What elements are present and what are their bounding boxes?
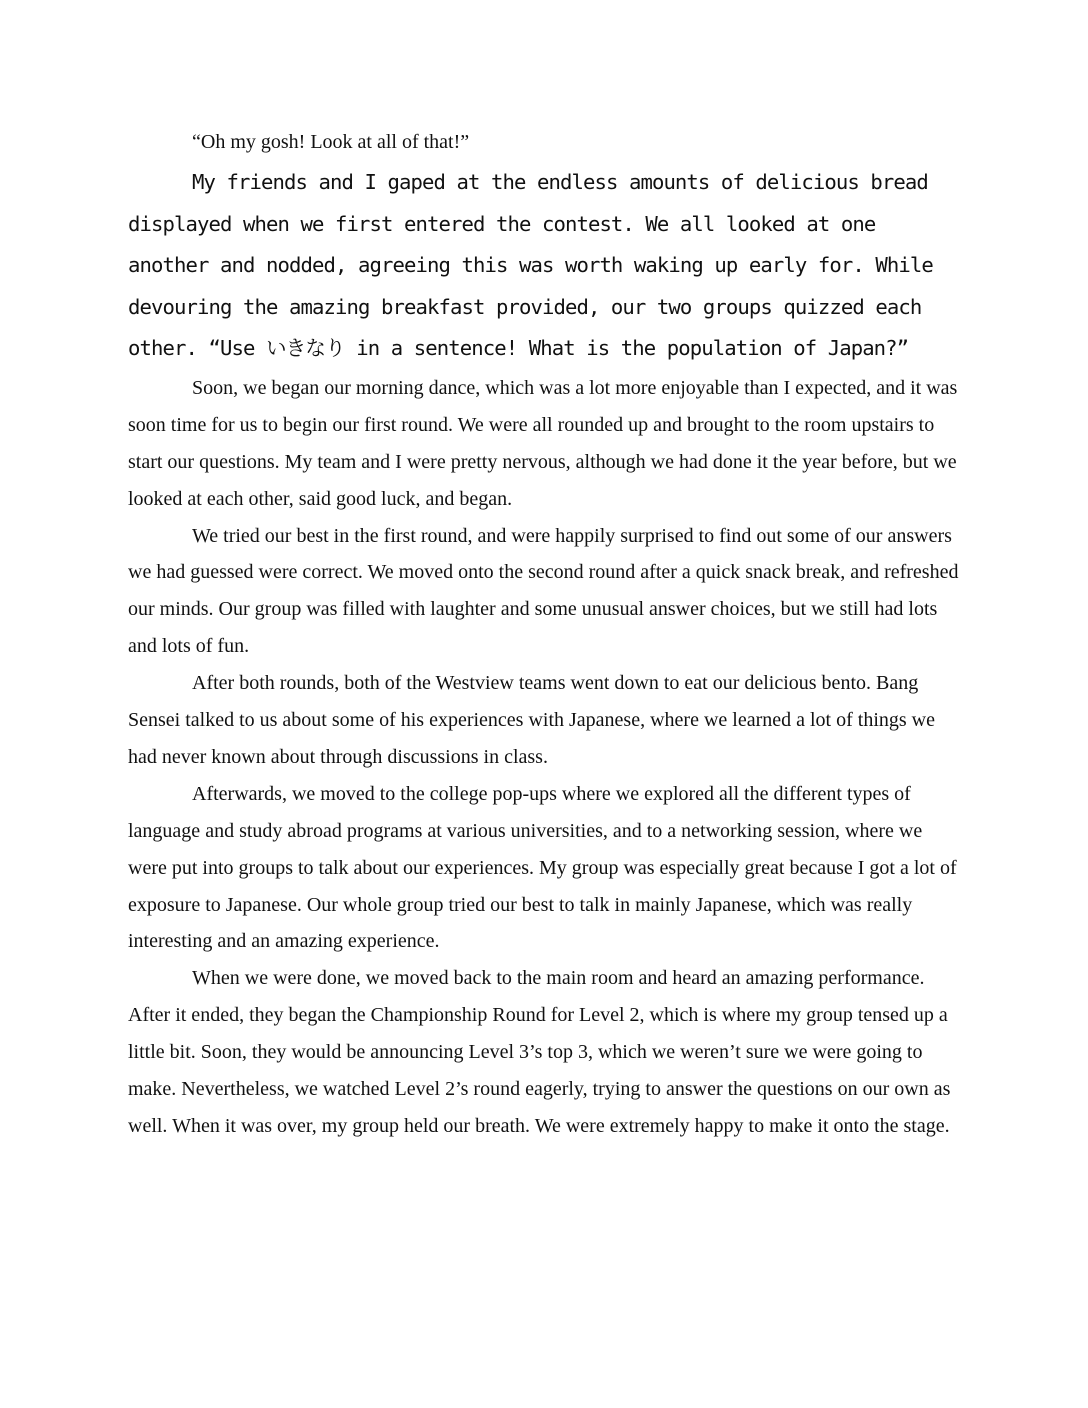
paragraph-college-popups: Afterwards, we moved to the college pop-ups where we explored all the different types of language and study abroad programs at various universities, and to a networking session, where we were put into groups to talk about our experiences. My group was especially great because I got a lot of exposure to Japanese. Our whole group tried our best to talk in mainly Japanese, which was really interesting and an amazing experience. <box>128 782 957 953</box>
paragraph-second-round: We tried our best in the first round, and were happily surprised to find out some of our answers we had guessed were correct. We moved onto the second round after a quick snack break, and refreshed our minds. Our group was filled with laughter and some unusual answer choices, but we still had lots and lots of fun. <box>128 524 959 658</box>
paragraph-opening-quote: “Oh my gosh! Look at all of that!” <box>192 131 470 153</box>
paragraph-breakfast: My friends and I gaped at the endless amounts of delicious bread displayed when we first entered the contest. We all looked at one another and nodded, agreeing this was worth waking up early for. While devouring the amazing breakfast provided, our two groups quizzed each other. “Use いきなり in a sentence! What is the population of Japan?” <box>128 169 933 361</box>
paragraph-bento: After both rounds, both of the Westview teams went down to eat our delicious bento. Bang Sensei talked to us about some of his experiences with Japanese, where we learned a lot of things we had never known about through discussions in class. <box>128 672 935 768</box>
paragraph-championship: When we were done, we moved back to the main room and heard an amazing performance. After it ended, they began the Championship Round for Level 2, which is where my group tensed up a little bit. Soon, they would be announcing Level 3’s top 3, which we weren’t sure we were going to make. Nevertheless, we watched Level 2’s round eagerly, trying to answer the questions on our own as well. When it was over, my group held our breath. We were extremely happy to make it onto the stage. <box>128 967 951 1137</box>
document-body <box>128 124 964 1145</box>
paragraph-morning-dance: Soon, we began our morning dance, which was a lot more enjoyable than I expected, and it was soon time for us to begin our first round. We were all rounded up and brought to the room upstairs to start our questions. My team and I were pretty nervous, although we had done it the year before, but we looked at each other, said good luck, and began. <box>128 376 958 510</box>
